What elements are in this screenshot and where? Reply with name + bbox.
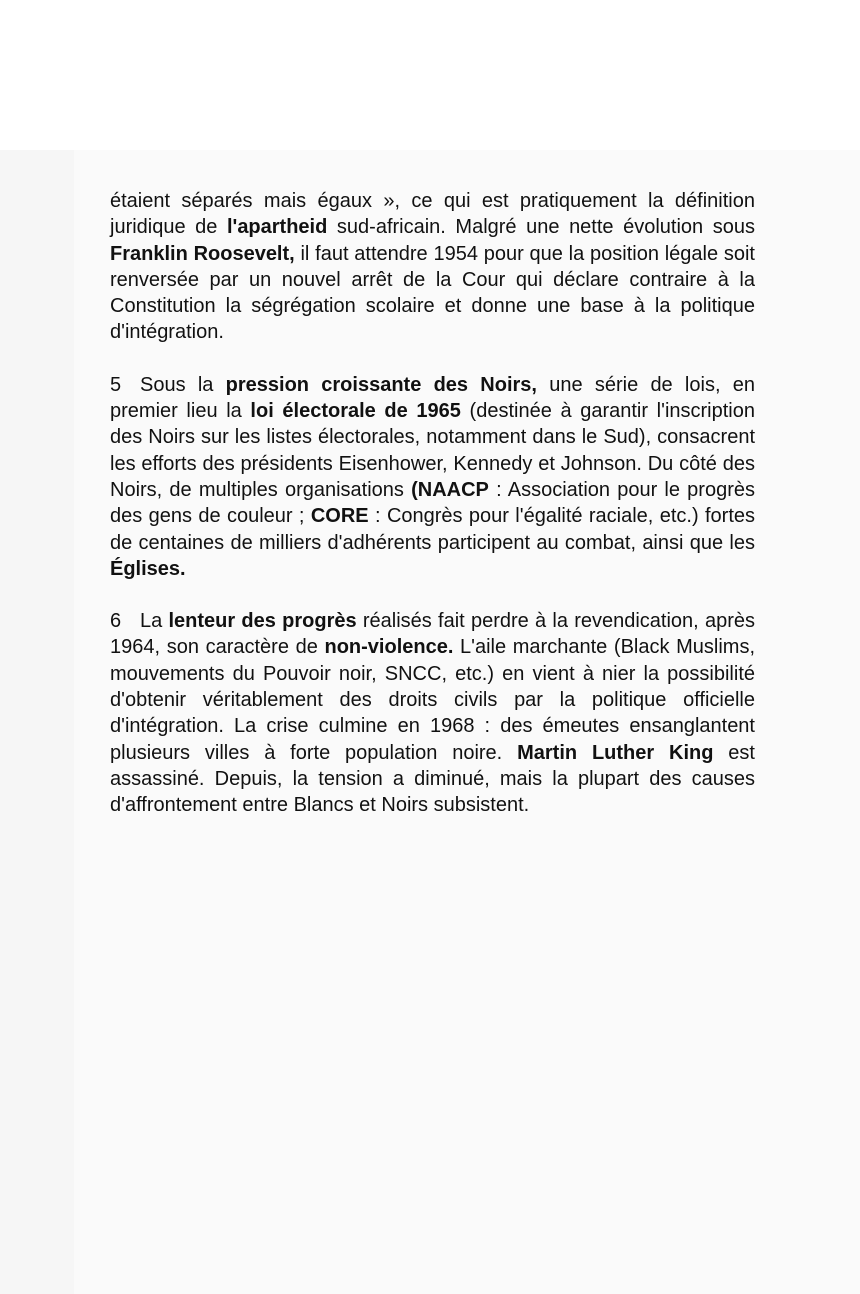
document-body xyxy=(110,188,755,845)
emphasized-text: (NAACP xyxy=(411,478,489,501)
paragraph-3 xyxy=(110,608,755,818)
emphasized-text: l'apartheid xyxy=(227,216,328,239)
emphasized-text: pression croissante des Noirs, xyxy=(225,373,537,396)
paragraph-number: 6 xyxy=(110,610,122,633)
emphasized-text: non-violence. xyxy=(324,636,454,659)
body-text: La xyxy=(140,610,169,633)
body-text: une série de lois, en premier lieu la xyxy=(110,373,755,423)
body-text: : Congrès pour l'égalité raciale, etc.) fortes de centaines de milliers d'adhérents participent au combat, ainsi que les xyxy=(110,505,755,554)
emphasized-text: Martin Luther King xyxy=(517,741,714,764)
paragraph-1 xyxy=(110,188,755,346)
paragraph-number: 5 xyxy=(110,373,122,396)
paragraph-2 xyxy=(110,372,755,582)
body-text: étaient séparés mais égaux », ce qui est pratiquement la définition juridique de xyxy=(110,190,755,239)
body-text: : Association pour le progrès des gens de couleur ; xyxy=(110,478,755,528)
body-text: L'aile marchante (Black Muslims, mouvements du Pouvoir noir, SNCC, etc.) en vient à nier la possibilité d'obtenir véritablement des droits civils par la politique officielle d'intégration. La crise culmine en 1968 : des émeutes ensanglantent plusieurs villes à forte population noire. xyxy=(110,636,756,764)
body-text: Sous la xyxy=(140,373,226,396)
emphasized-text: lenteur des progrès xyxy=(168,610,357,633)
emphasized-text: loi électorale de 1965 xyxy=(250,400,461,423)
emphasized-text: CORE xyxy=(310,505,369,528)
body-text: sud-africain. Malgré une nette évolution sous xyxy=(327,216,755,239)
emphasized-text: Églises. xyxy=(110,557,186,580)
page-margin-shade xyxy=(0,150,74,1294)
emphasized-text: Franklin Roosevelt, xyxy=(110,242,295,265)
body-text: il faut attendre 1954 pour que la position légale soit renversée par un nouvel arrêt de la Cour qui déclare contraire à la Constitution la ségrégation scolaire et donne une base à la politique d'intégration. xyxy=(110,242,755,344)
body-text: est assassiné. Depuis, la tension a diminué, mais la plupart des causes d'affrontement entre Blancs et Noirs subsistent. xyxy=(110,741,755,817)
body-text: (destinée à garantir l'inscription des Noirs sur les listes électorales, notamment dans le Sud), consacrent les efforts des présidents Eisenhower, Kennedy et Johnson. Du côté des Noirs, de multiples organisations xyxy=(110,400,755,501)
body-text: réalisés fait perdre à la revendication, après 1964, son caractère de xyxy=(110,610,755,659)
